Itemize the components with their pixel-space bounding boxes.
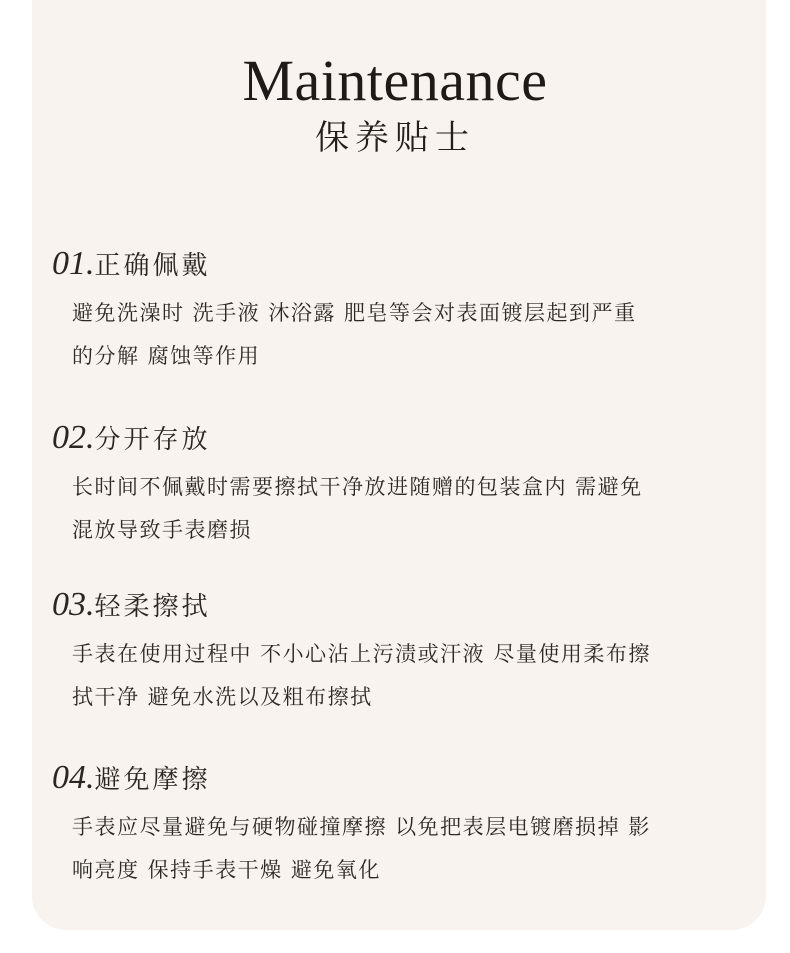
section-heading (52, 418, 742, 458)
section-number: 04. (52, 759, 95, 796)
section-body (52, 292, 742, 378)
section-body-line: 避免洗澡时 洗手液 沐浴露 肥皂等会对表面镀层起到严重 (72, 301, 637, 325)
section-body-line: 的分解 腐蚀等作用 (72, 344, 261, 368)
tip-section-avoid-friction (52, 758, 742, 892)
section-title: 分开存放 (94, 425, 211, 455)
section-body-line: 手表应尽量避免与硬物碰撞摩擦 以免把表层电镀磨损掉 影 (72, 815, 651, 839)
section-body (52, 806, 742, 892)
section-body (52, 466, 742, 552)
tip-section-store-separately (52, 418, 742, 552)
section-body-line: 拭干净 避免水洗以及粗布擦拭 (72, 685, 373, 709)
section-body-line: 混放导致手表磨损 (72, 518, 252, 542)
section-title: 避免摩擦 (94, 765, 211, 795)
section-body (52, 633, 742, 719)
section-body-line: 响亮度 保持手表干燥 避免氧化 (72, 858, 381, 882)
section-heading (52, 758, 742, 798)
section-title: 正确佩戴 (94, 251, 211, 281)
section-number: 03. (52, 586, 95, 623)
page-title-chinese: 保养贴士 (315, 118, 475, 158)
section-body-line: 长时间不佩戴时需要擦拭干净放进随赠的包装盒内 需避免 (72, 475, 643, 499)
section-heading (52, 244, 742, 284)
section-heading (52, 585, 742, 625)
tip-section-wear-correctly (52, 244, 742, 378)
section-number: 01. (52, 245, 95, 282)
tip-section-gentle-wipe (52, 585, 742, 719)
section-title: 轻柔擦拭 (94, 592, 211, 622)
page-title-english: Maintenance (242, 48, 548, 113)
section-number: 02. (52, 419, 95, 456)
section-body-line: 手表在使用过程中 不小心沾上污渍或汗液 尽量使用柔布擦 (72, 642, 651, 666)
